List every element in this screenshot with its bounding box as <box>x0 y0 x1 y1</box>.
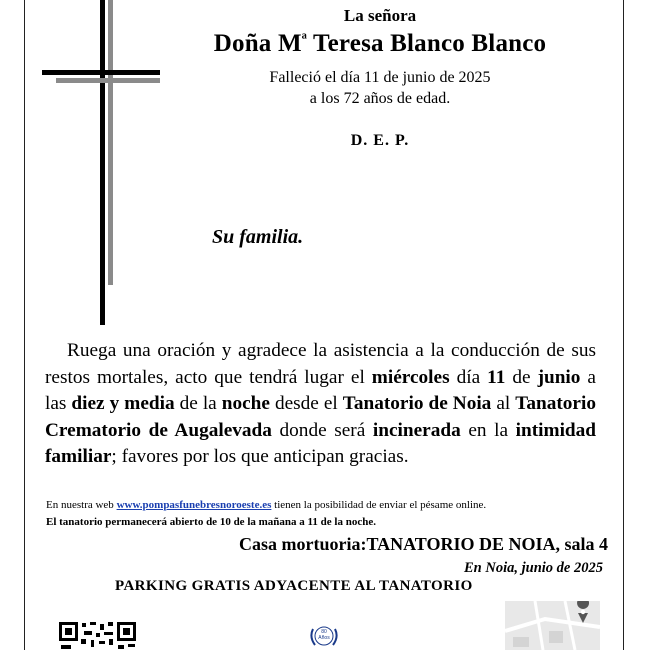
logo-text: 80 Años <box>318 629 330 641</box>
website-link[interactable]: www.pompasfunebresnoroeste.es <box>116 499 272 511</box>
body-text: en la <box>460 419 516 441</box>
body-text: donde será <box>271 419 373 441</box>
cross-icon <box>42 0 162 330</box>
body-bold: intimidad familiar <box>45 419 597 467</box>
web-note <box>46 499 486 511</box>
body-bold: noche <box>221 393 270 414</box>
body-bold: 11 <box>487 366 506 388</box>
deceased-name <box>150 30 610 58</box>
body-bold: Tanatorio de Noia <box>342 393 492 414</box>
age: a los 72 años de edad. <box>309 90 451 107</box>
body-bold: junio <box>537 366 581 388</box>
body-bold: diez y media <box>71 393 175 414</box>
body-text: de la <box>174 393 222 414</box>
body-bold: Tanatorio Crematorio de Augalevada <box>45 393 596 441</box>
parking-note: PARKING GRATIS ADYACENTE AL TANATORIO <box>115 578 473 594</box>
death-date: Falleció el día 11 de junio de 2025 <box>269 69 491 86</box>
body-bold: incinerada <box>372 419 461 441</box>
announcement-text <box>45 338 596 471</box>
opening-hours-note: El tanatorio permanecerá abierto de 10 de la mañana a 11 de la noche. <box>46 516 376 528</box>
dep: D. E. P. <box>350 132 410 149</box>
body-text: ; favores por los que anticipan gracias. <box>111 446 409 467</box>
body-text: Ruega una oración y agradece la asistencia a la conducción de sus restos mortales, acto que tendrá lugar el <box>45 340 596 388</box>
body-text: a las <box>45 366 596 414</box>
family-signature: Su familia. <box>212 226 304 248</box>
qr-code-icon[interactable] <box>58 621 138 650</box>
location-map[interactable] <box>505 601 600 650</box>
web-note-prefix: En nuestra web <box>46 499 117 511</box>
body-text: día <box>449 366 488 388</box>
funeral-home: Casa mortuoria:TANATORIO DE NOIA, sala 4 <box>238 534 608 554</box>
body-text: de <box>505 366 538 388</box>
web-note-suffix: tienen la posibilidad de enviar el pésame online. <box>271 499 487 511</box>
body-text: desde el <box>269 393 343 414</box>
anniversary-logo <box>307 623 341 650</box>
body-text: al <box>491 393 516 414</box>
death-info <box>150 67 610 109</box>
place-date: En Noia, junio de 2025 <box>464 560 603 576</box>
body-bold: miércoles <box>371 366 450 388</box>
heading: La señora <box>343 6 417 25</box>
name-rest: Teresa Blanco Blanco <box>307 30 547 57</box>
name-superscript: ª <box>301 30 308 49</box>
name-prefix: Doña M <box>213 30 302 57</box>
